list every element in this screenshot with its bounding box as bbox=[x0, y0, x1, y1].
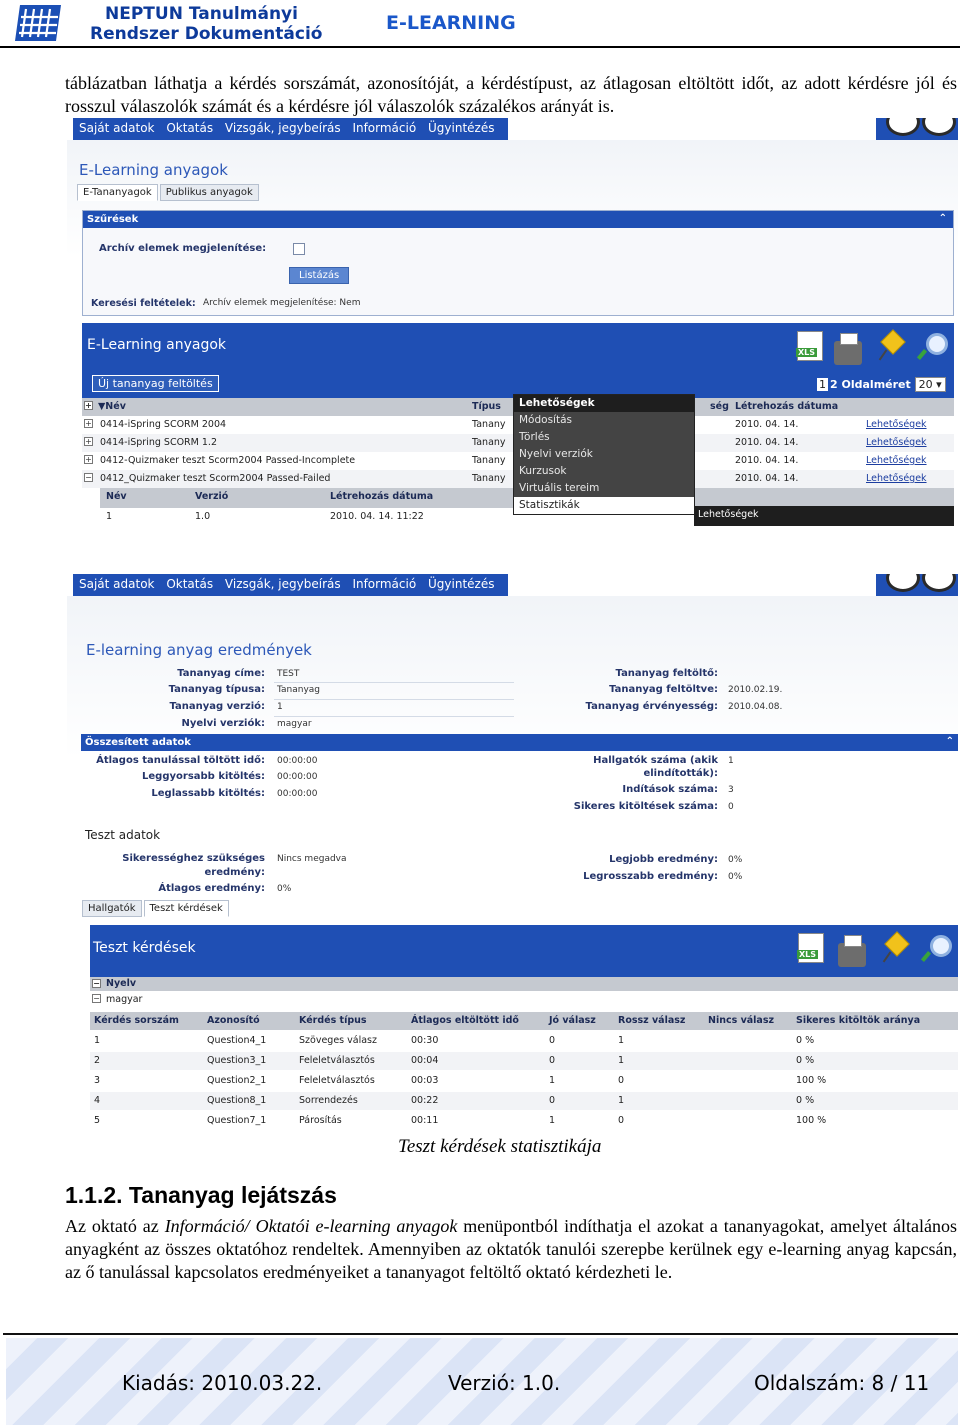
sub-row-date: 2010. 04. 14. 11:22 bbox=[330, 511, 424, 522]
header-section-title: E-LEARNING bbox=[386, 12, 516, 34]
cell-correct: 0 bbox=[549, 1035, 556, 1046]
page-number-current[interactable]: 1 bbox=[819, 378, 826, 391]
filter-bar[interactable] bbox=[83, 211, 953, 228]
row-options-link[interactable]: Lehetőségek bbox=[866, 419, 927, 430]
section-heading: 1.1.2. Tananyag lejátszás bbox=[65, 1182, 337, 1208]
cell-avg-time: 00:30 bbox=[411, 1035, 439, 1046]
cell-id: Question8_1 bbox=[207, 1095, 267, 1106]
popup-item-delete[interactable]: Törlés bbox=[519, 431, 550, 443]
column-header-question-no[interactable]: Kérdés sorszám bbox=[94, 1015, 179, 1026]
tab-students[interactable]: Hallgatók bbox=[82, 900, 142, 917]
material-title-value: TEST bbox=[277, 669, 300, 679]
row-type: Tanany bbox=[472, 455, 506, 466]
top-right-controls[interactable] bbox=[876, 118, 958, 140]
page-header bbox=[0, 0, 960, 50]
sub-row-name: 1 bbox=[106, 511, 113, 522]
required-result-value: Nincs megadva bbox=[277, 854, 347, 864]
slowest-completion-label: Leglassabb kitöltés: bbox=[151, 788, 265, 799]
cell-wrong: 0 bbox=[618, 1115, 625, 1126]
starts-count-value: 3 bbox=[728, 785, 734, 795]
row-name: 0412_Quizmaker teszt Scorm2004 Passed-Failed bbox=[100, 473, 331, 484]
search-conditions-value: Archív elemek megjelenítése: Nem bbox=[203, 298, 361, 308]
cell-type: Szöveges válasz bbox=[299, 1035, 377, 1046]
tab-e-tananyagok[interactable]: E-Tananyagok bbox=[77, 184, 158, 201]
required-result-label: Sikerességhez szükséges bbox=[122, 853, 265, 864]
row-date: 2010. 04. 14. bbox=[735, 473, 799, 484]
fastest-completion-value: 00:00:00 bbox=[277, 772, 318, 782]
collapse-icon[interactable]: ⌃ bbox=[938, 213, 947, 224]
screenshot-elearning-results bbox=[67, 574, 958, 1137]
print-icon[interactable] bbox=[838, 943, 866, 967]
group-label: Nyelv bbox=[106, 978, 137, 989]
subcolumn-version[interactable]: Verzió bbox=[195, 491, 229, 502]
menu-path: Információ/ Oktatói e-learning anyagok bbox=[164, 1216, 458, 1236]
column-header-success-rate[interactable]: Sikeres kitöltök aránya bbox=[796, 1015, 921, 1026]
filter-bar-label: Szűrések bbox=[87, 214, 139, 225]
archive-checkbox[interactable] bbox=[293, 243, 305, 255]
cell-type: Feleletválasztós bbox=[299, 1075, 375, 1086]
page-title: E-learning anyag eredmények bbox=[86, 641, 312, 659]
table-row bbox=[90, 1052, 958, 1070]
cell-avg-time: 00:22 bbox=[411, 1095, 439, 1106]
expand-all-icon[interactable]: + bbox=[85, 401, 92, 410]
page-size-label: Oldalméret bbox=[841, 378, 911, 391]
column-header-wrong[interactable]: Rossz válasz bbox=[618, 1015, 686, 1026]
footer-issue-date: Kiadás: 2010.03.22. bbox=[122, 1371, 323, 1395]
uploaded-at-value: 2010.02.19. bbox=[728, 685, 783, 695]
cell-wrong: 0 bbox=[618, 1075, 625, 1086]
material-title-label: Tananyag címe: bbox=[177, 668, 265, 679]
column-header-status[interactable]: ség bbox=[710, 401, 729, 412]
tab-test-questions[interactable]: Teszt kérdések bbox=[144, 900, 229, 917]
pager bbox=[817, 377, 946, 392]
column-header-id[interactable]: Azonosító bbox=[207, 1015, 260, 1026]
cell-wrong: 1 bbox=[618, 1035, 625, 1046]
footer-version: Verzió: 1.0. bbox=[448, 1371, 561, 1395]
popup-item-virtual-spaces[interactable]: Virtuális tereim bbox=[519, 482, 600, 494]
row-date: 2010. 04. 14. bbox=[735, 419, 799, 430]
fastest-completion-label: Leggyorsabb kitöltés: bbox=[142, 771, 265, 782]
cell-id: Question4_1 bbox=[207, 1035, 267, 1046]
cell-avg-time: 00:11 bbox=[411, 1115, 439, 1126]
field-separator bbox=[274, 682, 514, 683]
sub-row-options-bar bbox=[694, 506, 954, 526]
column-header-no-answer[interactable]: Nincs válasz bbox=[708, 1015, 775, 1026]
row-name: 0414-iSpring SCORM 2004 bbox=[100, 419, 227, 430]
material-version-value: 1 bbox=[277, 702, 283, 712]
tab-bar bbox=[77, 184, 259, 201]
sub-row-version: 1.0 bbox=[195, 511, 211, 522]
students-count-label-cont: elindították): bbox=[643, 768, 718, 779]
nav-item[interactable]: Oktatás bbox=[166, 121, 214, 135]
nav-item[interactable]: Oktatás bbox=[166, 577, 214, 591]
validity-value: 2010.04.08. bbox=[728, 702, 783, 712]
nav-item[interactable]: Saját adatok bbox=[79, 577, 155, 591]
required-result-label-cont: eredmény: bbox=[204, 867, 265, 878]
page-title: E-Learning anyagok bbox=[79, 161, 228, 179]
tab-publikus-anyagok[interactable]: Publikus anyagok bbox=[160, 184, 259, 201]
expand-icon[interactable]: + bbox=[85, 419, 92, 428]
group-header-language bbox=[90, 977, 958, 991]
cell-id: Question7_1 bbox=[207, 1115, 267, 1126]
cell-correct: 1 bbox=[549, 1075, 556, 1086]
body-text-2: menüpontból indíthatja el azokat a tananyagokat, amelyet általános anyagként az összes oktatóhoz rendeltek. Amennyiben az oktatók tanulói szerepbe kerülnek egy e-learning anyag kapcsán, az ő tanulással kapcsolatos eredményeiket a tananyagot feltöltő oktató kérdezheti le. bbox=[65, 1216, 957, 1282]
nav-item[interactable]: Vizsgák, jegybeírás bbox=[224, 577, 341, 591]
best-result-value: 0% bbox=[728, 855, 743, 865]
collapse-icon[interactable]: ⌃ bbox=[945, 736, 954, 747]
test-data-heading: Teszt adatok bbox=[85, 828, 161, 842]
nav-item[interactable]: Ügyintézés bbox=[428, 577, 495, 591]
column-header-correct[interactable]: Jó válasz bbox=[549, 1015, 596, 1026]
filter-panel bbox=[82, 210, 954, 316]
group-row-language bbox=[90, 992, 958, 1008]
column-header-type[interactable]: Típus bbox=[472, 401, 501, 412]
language-versions-label: Nyelvi verziók: bbox=[181, 718, 265, 729]
cell-question-no: 4 bbox=[94, 1095, 101, 1106]
summary-bar-label: Összesített adatok bbox=[85, 737, 191, 748]
row-date: 2010. 04. 14. bbox=[735, 437, 799, 448]
row-options-link[interactable]: Lehetőségek bbox=[866, 455, 927, 466]
cell-type: Feleletválasztós bbox=[299, 1055, 375, 1066]
cell-question-no: 2 bbox=[94, 1055, 101, 1066]
avg-learning-time-value: 00:00:00 bbox=[277, 756, 318, 766]
cell-avg-time: 00:03 bbox=[411, 1075, 439, 1086]
list-button[interactable]: Listázás bbox=[289, 267, 349, 284]
main-nav bbox=[73, 118, 508, 140]
summary-bar[interactable] bbox=[81, 734, 958, 751]
worst-result-label: Legrosszabb eredmény: bbox=[583, 871, 718, 882]
row-type: Tanany bbox=[472, 419, 506, 430]
top-right-controls[interactable] bbox=[876, 574, 958, 596]
cell-avg-time: 00:04 bbox=[411, 1055, 439, 1066]
material-type-value: Tananyag bbox=[277, 685, 321, 695]
field-separator bbox=[274, 699, 514, 700]
students-count-value: 1 bbox=[728, 756, 734, 766]
cell-id: Question2_1 bbox=[207, 1075, 267, 1086]
worst-result-value: 0% bbox=[728, 872, 743, 882]
cell-success-rate: 100 % bbox=[796, 1115, 827, 1126]
excel-export-icon[interactable] bbox=[797, 331, 823, 361]
archive-label: Archív elemek megjelenítése: bbox=[99, 243, 267, 254]
pin-icon[interactable] bbox=[882, 935, 908, 961]
table-row bbox=[90, 1092, 958, 1110]
students-count-label: Hallgatók száma (akik bbox=[593, 755, 718, 766]
row-type: Tanany bbox=[472, 437, 506, 448]
table-row bbox=[90, 1032, 958, 1050]
excel-export-icon[interactable] bbox=[798, 933, 824, 963]
column-header-name[interactable]: ▼Név bbox=[98, 401, 126, 412]
search-icon[interactable] bbox=[918, 333, 944, 359]
cell-wrong: 1 bbox=[618, 1055, 625, 1066]
footer-page-number: Oldalszám: 8 / 11 bbox=[754, 1371, 930, 1395]
column-header-avg-time[interactable]: Átlagos eltöltött idő bbox=[411, 1015, 519, 1026]
table-row bbox=[90, 1112, 958, 1130]
field-separator bbox=[274, 716, 514, 717]
figure-caption: Teszt kérdések statisztikája bbox=[398, 1136, 602, 1157]
nav-item[interactable]: Információ bbox=[352, 577, 417, 591]
cell-type: Párosítás bbox=[299, 1115, 342, 1126]
row-date: 2010. 04. 14. bbox=[735, 455, 799, 466]
successful-count-label: Sikeres kitöltések száma: bbox=[573, 801, 718, 812]
popup-item-language-versions[interactable]: Nyelvi verziók bbox=[519, 448, 593, 460]
nav-item[interactable]: Ügyintézés bbox=[428, 121, 495, 135]
material-type-label: Tananyag típusa: bbox=[168, 684, 265, 695]
screenshot-elearning-materials bbox=[67, 118, 958, 528]
body-paragraph bbox=[65, 1215, 957, 1284]
neptun-logo-icon bbox=[14, 3, 62, 43]
column-header-question-type[interactable]: Kérdés típus bbox=[299, 1015, 367, 1026]
pin-icon[interactable] bbox=[878, 333, 904, 359]
cell-success-rate: 0 % bbox=[796, 1055, 815, 1066]
cell-success-rate: 100 % bbox=[796, 1075, 827, 1086]
uploader-label: Tananyag feltöltő: bbox=[615, 668, 718, 679]
popup-item-courses[interactable]: Kurzusok bbox=[519, 465, 567, 477]
cell-question-no: 5 bbox=[94, 1115, 101, 1126]
best-result-label: Legjobb eredmény: bbox=[609, 854, 718, 865]
body-text-1: Az oktató az bbox=[65, 1216, 165, 1236]
avg-learning-time-label: Átlagos tanulással töltött idő: bbox=[96, 755, 265, 766]
results-tab-bar bbox=[82, 900, 229, 917]
cell-success-rate: 0 % bbox=[796, 1095, 815, 1106]
questions-grid-title: Teszt kérdések bbox=[93, 940, 196, 956]
cell-correct: 0 bbox=[549, 1055, 556, 1066]
header-brand-line1: NEPTUN Tanulmányi bbox=[105, 4, 298, 24]
cell-question-no: 3 bbox=[94, 1075, 101, 1086]
row-options-link[interactable]: Lehetőségek bbox=[866, 437, 927, 448]
grid-header bbox=[82, 323, 954, 398]
material-version-label: Tananyag verzió: bbox=[169, 701, 265, 712]
row-options-link[interactable]: Lehetőségek bbox=[866, 473, 927, 484]
row-type: Tanany bbox=[472, 473, 506, 484]
nav-item[interactable]: Információ bbox=[352, 121, 417, 135]
main-nav bbox=[73, 574, 508, 596]
cell-correct: 0 bbox=[549, 1095, 556, 1106]
header-brand-line2: Rendszer Dokumentáció bbox=[90, 24, 323, 44]
slowest-completion-value: 00:00:00 bbox=[277, 789, 318, 799]
page-size-value: 20 bbox=[918, 378, 933, 391]
options-popup-menu bbox=[513, 394, 695, 515]
table-row bbox=[90, 1072, 958, 1090]
questions-grid-header bbox=[90, 925, 958, 977]
collapse-icon[interactable]: − bbox=[85, 473, 92, 482]
page-number-next[interactable]: 2 bbox=[830, 378, 838, 391]
header-divider bbox=[0, 46, 960, 48]
group-value: magyar bbox=[106, 994, 143, 1005]
successful-count-value: 0 bbox=[728, 802, 734, 812]
average-result-label: Átlagos eredmény: bbox=[158, 883, 265, 894]
subcolumn-created[interactable]: Létrehozás dátuma bbox=[330, 491, 434, 502]
nav-item[interactable]: Vizsgák, jegybeírás bbox=[224, 121, 341, 135]
search-icon[interactable] bbox=[922, 935, 948, 961]
print-icon[interactable] bbox=[834, 341, 862, 365]
language-versions-value: magyar bbox=[277, 719, 312, 729]
table-header-row bbox=[90, 1012, 958, 1030]
collapse-icon[interactable]: − bbox=[93, 994, 100, 1003]
nav-item[interactable]: Saját adatok bbox=[79, 121, 155, 135]
expand-icon[interactable]: + bbox=[85, 455, 92, 464]
expand-icon[interactable]: + bbox=[85, 437, 92, 446]
popup-item-edit[interactable]: Módosítás bbox=[519, 414, 572, 426]
column-header-created[interactable]: Létrehozás dátuma bbox=[735, 401, 839, 412]
uploaded-at-label: Tananyag feltöltve: bbox=[609, 684, 718, 695]
cell-id: Question3_1 bbox=[207, 1055, 267, 1066]
average-result-value: 0% bbox=[277, 884, 292, 894]
row-name: 0412-Quizmaker teszt Scorm2004 Passed-Incomplete bbox=[100, 455, 356, 466]
cell-success-rate: 0 % bbox=[796, 1035, 815, 1046]
validity-label: Tananyag érvényesség: bbox=[585, 701, 718, 712]
search-conditions-label: Keresési feltételek: bbox=[91, 298, 196, 309]
footer-divider bbox=[3, 1333, 958, 1335]
starts-count-label: Indítások száma: bbox=[622, 784, 718, 795]
intro-paragraph: táblázatban láthatja a kérdés sorszámát, azonosítóját, a kérdéstípust, az átlagosan eltöltött időt, az adott kérdésre jól és rosszul válaszolók számát és a kérdésre jól válaszolók százalékos arányát is. bbox=[65, 73, 957, 116]
popup-item-statistics[interactable]: Statisztikák bbox=[514, 497, 694, 514]
subcolumn-name[interactable]: Név bbox=[106, 491, 127, 502]
cell-question-no: 1 bbox=[94, 1035, 101, 1046]
cell-correct: 1 bbox=[549, 1115, 556, 1126]
cell-type: Sorrendezés bbox=[299, 1095, 358, 1106]
page-size-select[interactable]: 20 ▾ bbox=[915, 377, 946, 392]
grid-title: E-Learning anyagok bbox=[87, 337, 227, 353]
cell-wrong: 1 bbox=[618, 1095, 625, 1106]
collapse-icon[interactable]: − bbox=[93, 979, 100, 988]
popup-title: Lehetőségek bbox=[514, 395, 694, 412]
sub-row-options-link[interactable]: Lehetőségek bbox=[698, 509, 759, 520]
row-name: 0414-iSpring SCORM 1.2 bbox=[100, 437, 217, 448]
upload-material-button[interactable]: Új tananyag feltöltés bbox=[92, 375, 219, 392]
